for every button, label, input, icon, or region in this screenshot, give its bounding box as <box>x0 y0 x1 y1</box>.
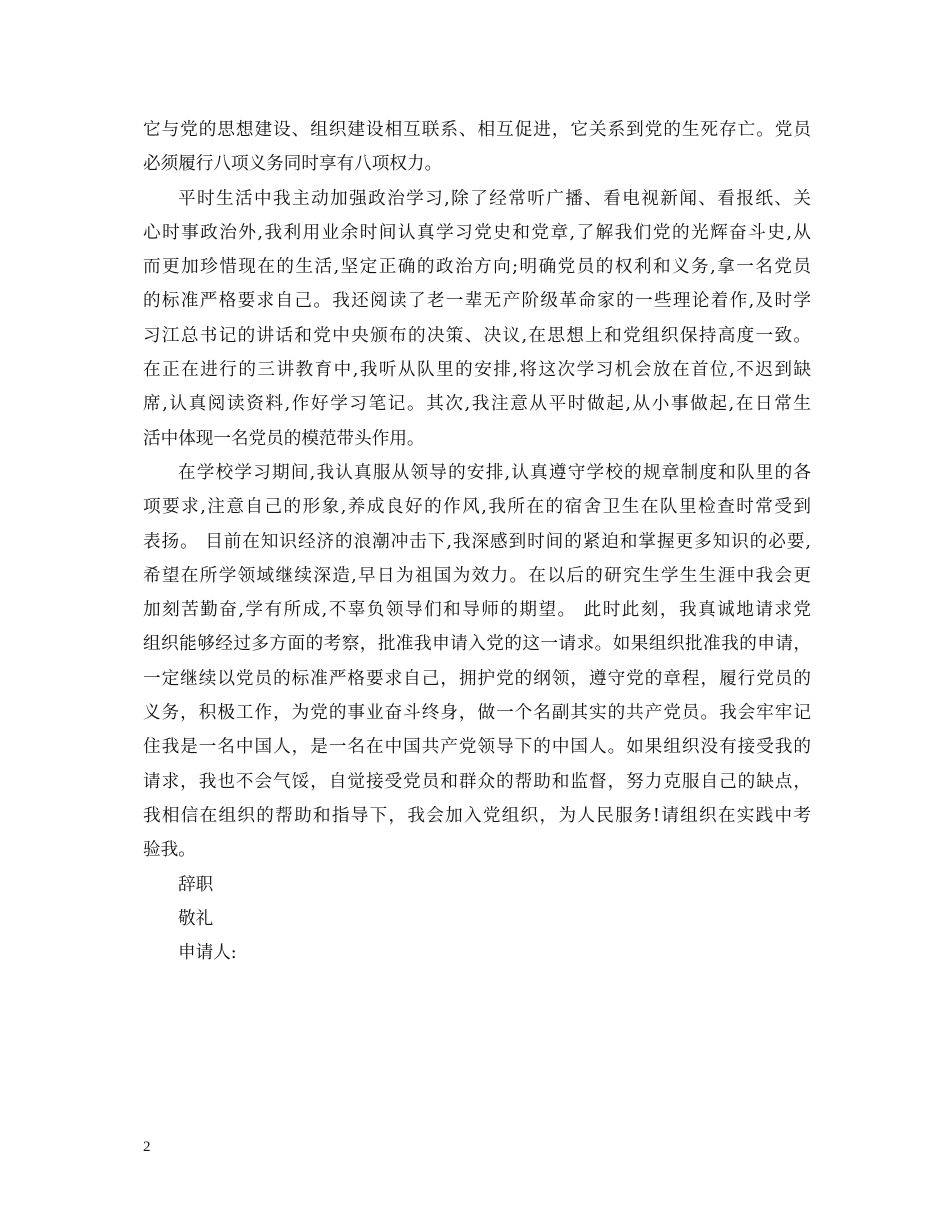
signature-label: 申请人: <box>178 943 237 964</box>
text-line: 表扬。 目前在知识经济的浪潮冲击下,我深感到时间的紧迫和掌握更多知识的必要, <box>143 531 811 552</box>
text-line: 心时事政治外,我利用业余时间认真学习党史和党章,了解我们党的光辉奋斗史,从 <box>143 222 811 243</box>
text-line: 我相信在组织的帮助和指导下，我会加入党组织，为人民服务!请组织在实践中考 <box>143 805 811 826</box>
text-line: 的标准严格要求自己。我还阅读了老一辈无产阶级革命家的一些理论着作,及时学 <box>143 291 811 312</box>
text-line: 义务，积极工作，为党的事业奋斗终身，做一个名副其实的共产党员。我会牢牢记 <box>143 703 811 724</box>
text-line: 而更加珍惜现在的生活,坚定正确的政治方向;明确党员的权利和义务,拿一名党员 <box>143 257 811 278</box>
text-line: 项要求,注意自己的形象,养成良好的作风,我所在的宿舍卫生在队里检查时常受到 <box>143 497 811 518</box>
text-line: 希望在所学领域继续深造,早日为祖国为效力。在以后的研究生学生生涯中我会更 <box>143 565 811 586</box>
closing-salutation: 敬礼 <box>178 908 214 929</box>
page-number: 2 <box>143 1139 151 1155</box>
text-line: 一定继续以党员的标准严格要求自己，拥护党的纲领，遵守党的章程，履行党员的 <box>143 668 811 689</box>
paragraph-start-line: 在学校学习期间,我认真服从领导的安排,认真遵守学校的规章制度和队里的各 <box>178 462 811 483</box>
text-line: 住我是一名中国人，是一名在中国共产党领导下的中国人。如果组织没有接受我的 <box>143 737 811 758</box>
text-line: 组织能够经过多方面的考察，批准我申请入党的这一请求。如果组织批准我的申请， <box>143 634 811 655</box>
text-line: 在正在进行的三讲教育中,我听从队里的安排,将这次学习机会放在首位,不迟到缺 <box>143 360 811 381</box>
closing-line-resign: 辞职 <box>178 874 214 895</box>
text-line: 席,认真阅读资料,作好学习笔记。其次,我注意从平时做起,从小事做起,在日常生 <box>143 394 811 415</box>
text-line: 习江总书记的讲话和党中央颁布的决策、决议,在思想上和党组织保持高度一致。 <box>143 325 811 346</box>
text-line: 请求，我也不会气馁，自觉接受党员和群众的帮助和监督，努力克服自己的缺点， <box>143 771 811 792</box>
text-line: 验我。 <box>143 840 196 861</box>
paragraph-start-line: 平时生活中我主动加强政治学习,除了经常听广播、看电视新闻、看报纸、关 <box>178 188 811 209</box>
text-line: 活中体现一名党员的模范带头作用。 <box>143 428 425 449</box>
document-body <box>143 113 811 970</box>
text-line: 加刻苦勤奋,学有所成,不辜负领导们和导师的期望。 此时此刻，我真诚地请求党 <box>143 600 811 621</box>
text-line: 必须履行八项义务同时享有八项权力。 <box>143 154 443 175</box>
text-line: 它与党的思想建设、组织建设相互联系、相互促进，它关系到党的生死存亡。党员 <box>143 120 811 140</box>
